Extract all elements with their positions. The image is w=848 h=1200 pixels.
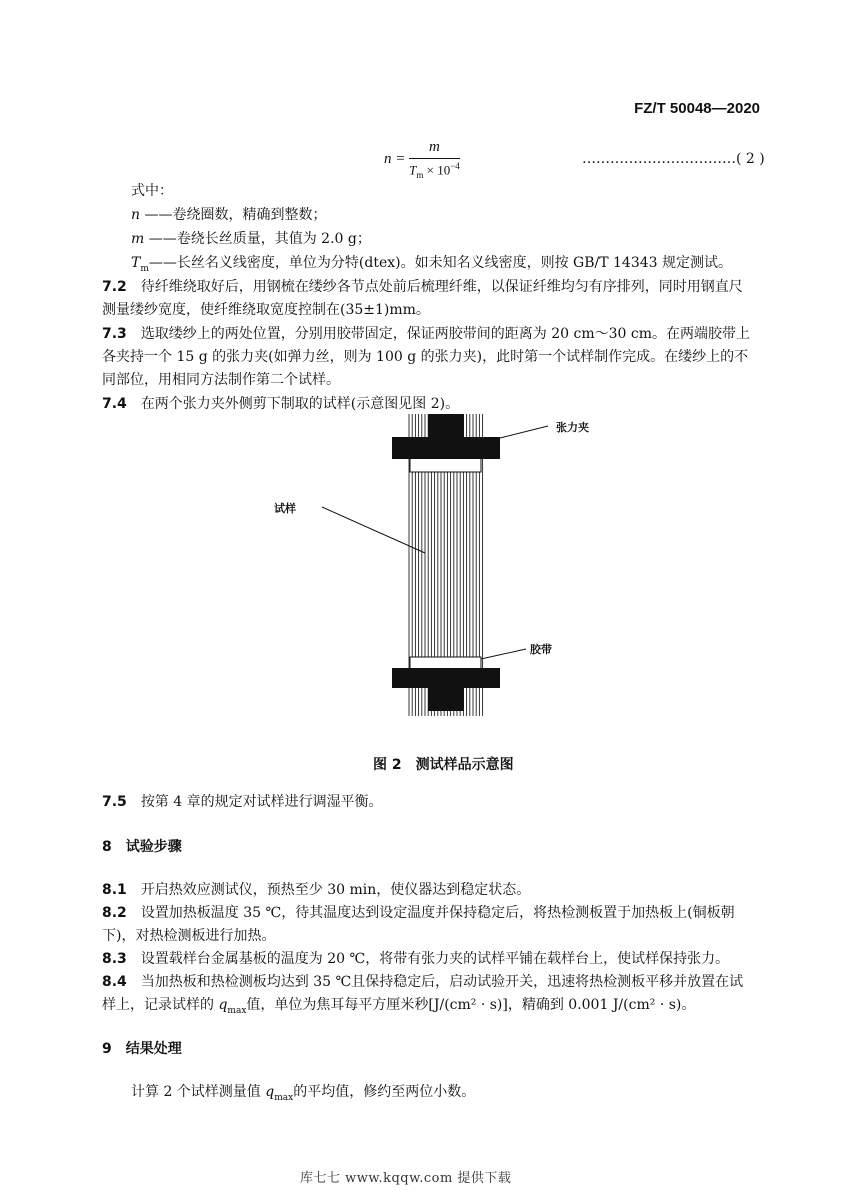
formula-numerator: m — [409, 139, 460, 159]
clause-text: 样上，记录试样的 — [102, 997, 219, 1013]
section-9-text — [131, 1082, 475, 1108]
figure-caption: 图 2 测试样品示意图 — [373, 757, 514, 773]
clause-number: 7.2 — [102, 279, 127, 295]
clause-number: 7.5 — [102, 794, 127, 810]
clause-text: 的平均值，修约至两位小数。 — [293, 1084, 476, 1100]
top-tape — [410, 457, 481, 472]
clause-text: 当加热板和热检测板均达到 35 ℃且保持稳定后，启动试验开关，迅速将热检测板平移并放置在试 — [140, 974, 744, 990]
tape-leader-line — [481, 649, 526, 659]
clause-text: 设置加热板温度 35 ℃，待其温度达到设定温度并保持稳定后，将热检测板置于加热板上(铜板朝 — [140, 905, 735, 921]
where-symbol: n — [131, 207, 141, 223]
section-9-heading: 9 结果处理 — [102, 1041, 182, 1057]
label-sample: 试样 — [274, 502, 296, 515]
q-sub: max — [274, 1092, 294, 1103]
top-clamp-head — [428, 414, 464, 438]
formula-leader: …………………………… — [582, 151, 736, 167]
where-sub: m — [140, 263, 149, 274]
clause-text: 设置载样台金属基板的温度为 20 ℃，将带有张力夹的试样平铺在载样台上，使试样保持张力。 — [140, 951, 730, 967]
clause-7-3-line3: 同部位，用相同方法制作第二个试样。 — [102, 372, 340, 388]
bottom-clamp-head — [428, 687, 464, 711]
where-text: ——卷绕长丝质量，其值为 2.0 g； — [144, 231, 371, 247]
clause-8-4-line2 — [102, 995, 695, 1021]
sample-leader-line — [322, 507, 425, 553]
clamp-leader-line — [500, 426, 548, 438]
clause-text: 待纤维绕取好后，用钢梳在缕纱各节点处前后梳理纤维，以保证纤维均匀有序排列，同时用钢直尺 — [140, 279, 743, 295]
clause-number: 8.1 — [102, 882, 127, 898]
clause-8-3 — [102, 949, 729, 969]
where-symbol: T — [131, 255, 141, 271]
label-tape: 胶带 — [530, 643, 552, 656]
clause-text: 选取缕纱上的两处位置，分别用胶带固定，保证两胶带间的距离为 20 cm～30 cm。在两端胶带上 — [140, 326, 751, 342]
clause-7-5 — [102, 792, 383, 812]
clause-number: 8.4 — [102, 974, 127, 990]
clause-number: 8.2 — [102, 905, 127, 921]
formula-den-symbol: T — [409, 162, 417, 178]
clause-number: 7.3 — [102, 326, 127, 342]
where-symbol: m — [131, 231, 145, 247]
clause-text: 计算 2 个试样测量值 — [131, 1084, 266, 1100]
clause-number: 8.3 — [102, 951, 127, 967]
clause-8-2-line2: 下)，对热检测板进行加热。 — [102, 928, 276, 944]
clause-text: 开启热效应测试仪，预热至少 30 min，使仪器达到稳定状态。 — [140, 882, 531, 898]
clause-8-2-line1 — [102, 903, 735, 923]
clause-text: 按第 4 章的规定对试样进行调湿平衡。 — [140, 794, 383, 810]
clause-text: 值，单位为焦耳每平方厘米秒[J/(cm² · s)]，精确到 0.001 J/(cm² · s)。 — [246, 997, 696, 1013]
footer-download-text: 库七七 www.kqqw.com 提供下载 — [300, 1171, 512, 1186]
standard-code: FZ/T 50048—2020 — [634, 100, 760, 117]
formula-den-sub: m — [416, 169, 424, 180]
where-text: ——长丝名义线密度，单位为分特(dtex)。如未知名义线密度，则按 GB/T 14343 规定测试。 — [148, 255, 732, 271]
clause-text: 在两个张力夹外侧剪下制取的试样(示意图见图 2)。 — [140, 396, 460, 412]
formula-den-exp: −4 — [450, 161, 460, 171]
clause-7-3-line2: 各夹持一个 15 g 的张力夹(如弹力丝，则为 100 g 的张力夹)，此时第一个试样制作完成。在缕纱上的不 — [102, 349, 749, 365]
clause-number: 7.4 — [102, 396, 127, 412]
top-clamp-bar — [392, 437, 500, 459]
clause-8-1 — [102, 880, 530, 900]
formula-number-label: ( 2 ) — [736, 151, 765, 167]
section-8-heading: 8 试验步骤 — [102, 839, 182, 855]
label-clamp: 张力夹 — [556, 421, 589, 434]
clause-7-2-line2: 测量缕纱宽度，使纤维绕取宽度控制在(35±1)mm。 — [102, 302, 430, 318]
clause-8-4-line1 — [102, 972, 743, 992]
formula-den-rest: × 10 — [423, 162, 451, 178]
q-sub: max — [227, 1005, 247, 1016]
formula-lhs: n = — [384, 150, 406, 167]
where-intro: 式中： — [131, 183, 173, 199]
q-symbol: q — [218, 997, 228, 1013]
q-symbol: q — [265, 1084, 275, 1100]
bottom-clamp-bar — [392, 668, 500, 688]
where-text: ——卷绕圈数，精确到整数； — [140, 207, 327, 223]
